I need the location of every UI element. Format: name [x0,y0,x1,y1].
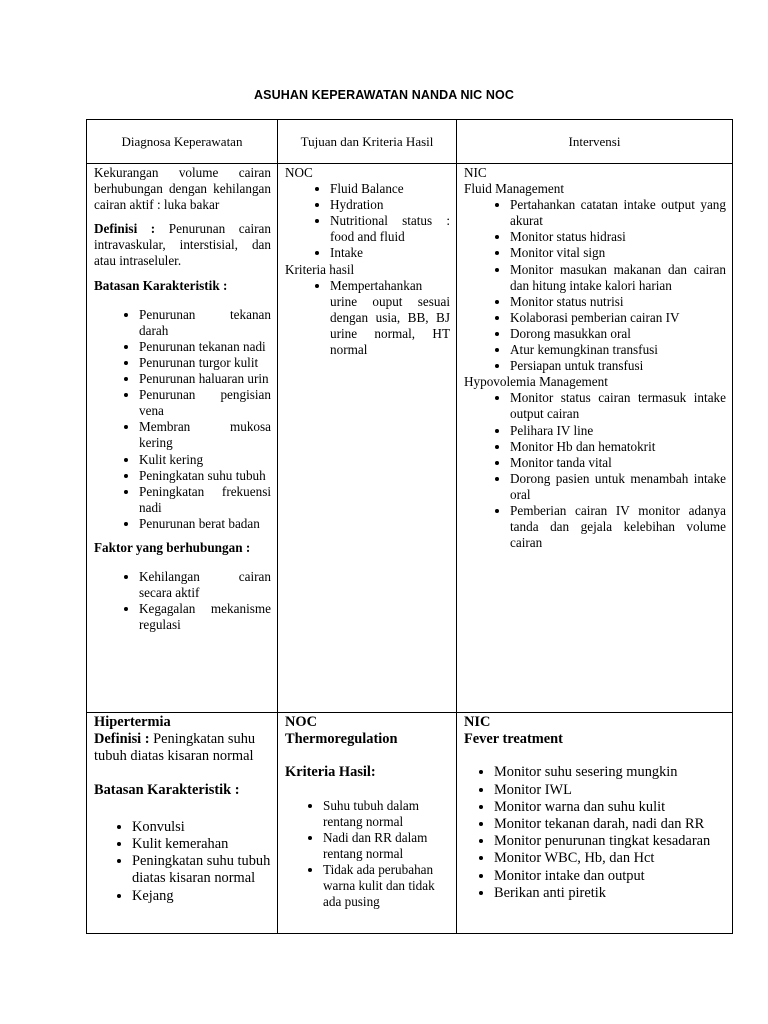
nic-title: Fever treatment [464,731,563,748]
list-item: • Dorong masukkan oral [510,326,726,342]
table-row [87,164,733,713]
list-item: • Nadi dan RR dalam rentang normal [323,830,450,862]
diagnosis-title: Hipertermia [94,714,171,730]
list-item: • Kehilangan cairan secara aktif [139,569,271,601]
list-item: • Suhu tubuh dalam rentang normal [323,798,450,830]
list-item: • Berikan anti piretik [494,885,726,902]
header-diagnosa: Diagnosa Keperawatan [87,120,278,164]
definisi-label: Definisi : [94,221,156,237]
list-item: • Penurunan pengisian vena [139,387,271,419]
list-item: • Dorong pasien untuk menambah intake oral [510,471,726,503]
list-item: • Peningkatan frekuensi nadi [139,484,271,516]
list-item: • Atur kemungkinan transfusi [510,342,726,358]
definisi-label: Definisi : [94,731,150,748]
list-item: • Konvulsi [132,819,271,836]
definisi [94,731,271,765]
interventions-cell [457,713,733,934]
list-item: • Membran mukosa kering [139,419,271,451]
list-item: • Monitor Hb dan hematokrit [510,439,726,455]
list-item: • Monitor warna dan suhu kulit [494,799,726,816]
list-item: • Monitor intake dan output [494,868,726,885]
hypovolemia-label: Hypovolemia Management [464,374,608,390]
list-item: • Kejang [132,888,271,905]
diagnosis-cell [87,713,278,934]
header-intervensi: Intervensi [457,120,733,164]
kriteria-list [285,278,450,358]
goals-cell [278,164,457,713]
goals-cell [278,713,457,934]
faktor-heading: Faktor yang berhubungan : [94,539,251,555]
list-item: • Penurunan tekanan nadi [139,339,271,355]
fluid-management-label: Fluid Management [464,181,564,197]
list-item: • Persiapan untuk transfusi [510,358,726,374]
batasan-list [94,819,271,905]
noc-title: Thermoregulation [285,731,398,748]
kriteria-label: Kriteria Hasil: [285,764,376,781]
list-item: • Pemberian cairan IV monitor adanya tanda dan gejala kelebihan volume cairan [510,503,726,551]
list-item: • Monitor WBC, Hb, dan Hct [494,850,726,867]
noc-label: NOC [285,714,317,730]
list-item: • Monitor status hidrasi [510,229,726,245]
definisi-text: Penurunan cairan intravaskular, interstisial, dan atau intraseluler. [94,221,271,269]
list-item: • Nutritional status : food and fluid [330,213,450,245]
batasan-heading: Batasan Karakteristik : [94,781,240,798]
list-item: • Monitor vital sign [510,245,726,261]
diagnosis-statement: Kekurangan volume cairan berhubungan dengan kehilangan cairan aktif : luka bakar [94,165,271,213]
list-item: • Hydration [330,197,450,213]
fluid-management-list [464,197,726,374]
list-item: • Monitor tekanan darah, nadi dan RR [494,816,726,833]
nic-label: NIC [464,714,491,730]
list-item: • Monitor IWL [494,782,726,799]
kriteria-list [285,798,450,911]
list-item: • Penurunan haluaran urin [139,371,271,387]
list-item: • Monitor status cairan termasuk intake output cairan [510,390,726,422]
list-item: • Monitor masukan makanan dan cairan dan hitung intake kalori harian [510,262,726,294]
noc-list [285,181,450,261]
page-title: ASUHAN KEPERAWATAN NANDA NIC NOC [254,88,514,102]
definisi-text: Peningkatan suhu tubuh diatas kisaran normal [94,731,256,765]
list-item: • Pelihara IV line [510,423,726,439]
list-item: • Fluid Balance [330,181,450,197]
hypovolemia-list [464,390,726,551]
list-item: • Penurunan berat badan [139,516,271,532]
list-item: • Kulit kemerahan [132,836,271,853]
list-item: • Mempertahankan urine ouput sesuai dengan usia, BB, BJ urine normal, HT normal [330,278,450,358]
list-item: • Monitor penurunan tingkat kesadaran [494,833,726,850]
faktor-list [94,569,271,633]
nic-label: NIC [464,165,487,180]
list-item: • Intake [330,245,450,261]
list-item: • Monitor tanda vital [510,455,726,471]
list-item: • Tidak ada perubahan warna kulit dan tidak ada pusing [323,862,450,910]
batasan-list [94,307,271,532]
list-item: • Kulit kering [139,452,271,468]
fever-treatment-list [464,764,726,902]
care-plan-table [86,119,733,934]
interventions-cell [457,164,733,713]
list-item: • Monitor status nutrisi [510,294,726,310]
list-item: • Penurunan turgor kulit [139,355,271,371]
diagnosis-cell [87,164,278,713]
list-item: • Kolaborasi pemberian cairan IV [510,310,726,326]
list-item: • Peningkatan suhu tubuh [139,468,271,484]
batasan-heading: Batasan Karakteristik : [94,277,228,293]
noc-label: NOC [285,165,313,180]
list-item: • Pertahankan catatan intake output yang akurat [510,197,726,229]
list-item: • Peningkatan suhu tubuh diatas kisaran normal [132,853,271,887]
table-header-row [87,120,733,164]
header-tujuan: Tujuan dan Kriteria Hasil [278,120,457,164]
list-item: • Penurunan tekanan darah [139,307,271,339]
list-item: • Kegagalan mekanisme regulasi [139,601,271,633]
table-row [87,713,733,934]
list-item: • Monitor suhu sesering mungkin [494,764,726,781]
definisi [94,221,271,269]
kriteria-label: Kriteria hasil [285,261,355,277]
